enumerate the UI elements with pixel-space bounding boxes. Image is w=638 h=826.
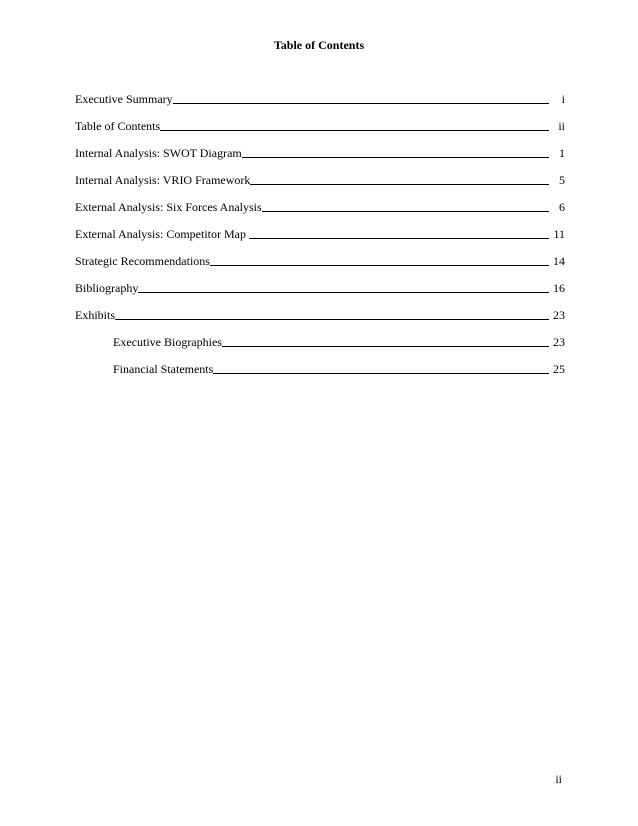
toc-entry-swot-diagram[interactable] (75, 134, 565, 161)
toc-entry-label: Exhibits (75, 308, 116, 322)
toc-entry-label: Internal Analysis: SWOT Diagram (75, 146, 242, 160)
toc-leader-line (173, 102, 549, 104)
toc-leader-line (160, 129, 549, 131)
toc-entry-page: 5 (559, 173, 565, 187)
table-of-contents (75, 80, 565, 377)
toc-entry-exhibits[interactable] (75, 296, 565, 323)
toc-entry-label: Financial Statements (113, 362, 214, 376)
toc-entry-table-of-contents[interactable] (75, 107, 565, 134)
toc-entry-competitor-map[interactable] (75, 215, 565, 242)
toc-leader-line (210, 264, 549, 266)
toc-entry-label: Executive Summary (75, 92, 173, 106)
toc-entry-page: 6 (559, 200, 565, 214)
toc-leader-line (242, 156, 549, 158)
toc-entry-executive-biographies[interactable] (75, 323, 565, 350)
toc-entry-page: 16 (553, 281, 565, 295)
toc-leader-line (250, 183, 549, 185)
toc-entry-label: Strategic Recommendations (75, 254, 210, 268)
toc-entry-page: ii (558, 119, 565, 133)
toc-entry-label: External Analysis: Six Forces Analysis (75, 200, 262, 214)
toc-entry-page: 23 (553, 335, 565, 349)
toc-entry-strategic-recommendations[interactable] (75, 242, 565, 269)
toc-leader-line (138, 291, 549, 293)
toc-entry-page: 14 (553, 254, 565, 268)
toc-entry-label: Bibliography (75, 281, 139, 295)
toc-entry-page: 11 (553, 227, 565, 241)
toc-entry-financial-statements[interactable] (75, 350, 565, 377)
toc-entry-label: Table of Contents (75, 119, 161, 133)
toc-entry-vrio-framework[interactable] (75, 161, 565, 188)
toc-leader-line (262, 210, 549, 212)
toc-leader-line (115, 318, 549, 320)
page-number: ii (555, 772, 562, 786)
page-title: Table of Contents (273, 38, 365, 52)
toc-entry-executive-summary[interactable] (75, 80, 565, 107)
toc-entry-page: 1 (559, 146, 565, 160)
toc-entry-six-forces-analysis[interactable] (75, 188, 565, 215)
toc-entry-label: External Analysis: Competitor Map (75, 227, 249, 241)
toc-entry-label: Executive Biographies (113, 335, 222, 349)
toc-entry-page: 23 (553, 308, 565, 322)
toc-entry-page: i (561, 92, 565, 106)
toc-entry-bibliography[interactable] (75, 269, 565, 296)
toc-leader-line (222, 345, 549, 347)
toc-entry-page: 25 (553, 362, 565, 376)
toc-entry-label: Internal Analysis: VRIO Framework (75, 173, 251, 187)
toc-leader-line (213, 372, 549, 374)
toc-leader-line (249, 237, 549, 239)
